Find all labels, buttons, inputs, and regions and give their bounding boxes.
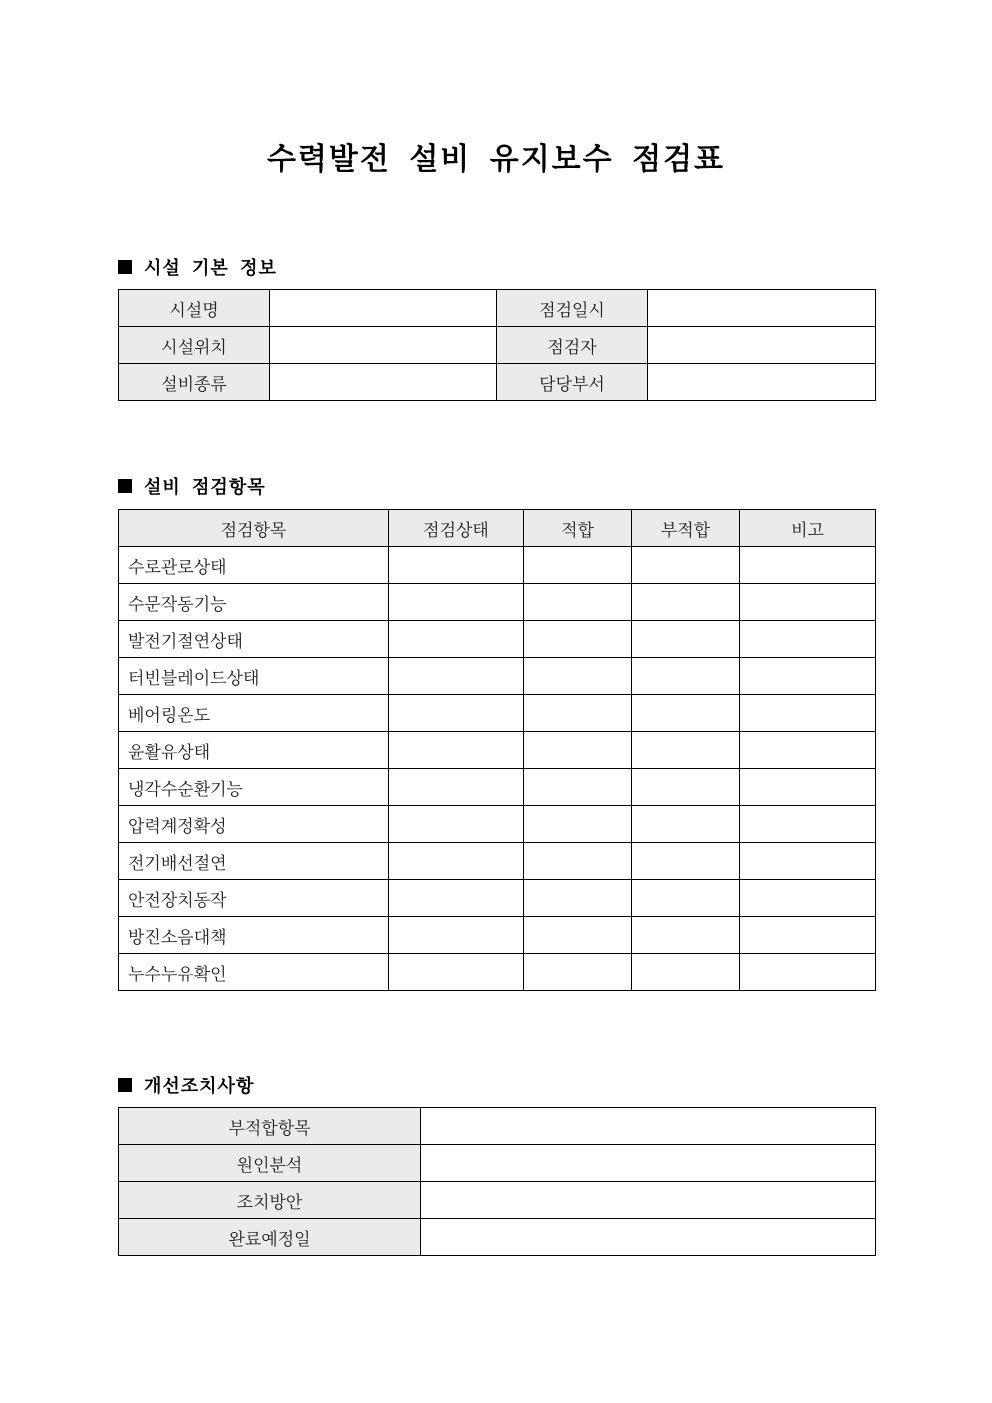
action-plan-field[interactable] — [421, 1182, 876, 1219]
table-header-row — [119, 510, 876, 547]
remarks-cell[interactable] — [740, 732, 876, 769]
square-bullet-icon — [118, 1078, 132, 1092]
table-row — [119, 1182, 876, 1219]
column-header-item: 점검항목 — [119, 510, 389, 547]
pass-cell[interactable] — [524, 806, 632, 843]
fail-cell[interactable] — [632, 658, 740, 695]
inspector-field[interactable] — [648, 327, 876, 364]
label-inspector: 점검자 — [497, 327, 648, 364]
page-title: 수력발전 설비 유지보수 점검표 — [266, 142, 726, 177]
table-row — [119, 584, 876, 621]
label-department: 담당부서 — [497, 364, 648, 401]
label-action-plan: 조치방안 — [119, 1182, 421, 1219]
status-cell[interactable] — [389, 917, 524, 954]
remarks-cell[interactable] — [740, 658, 876, 695]
remarks-cell[interactable] — [740, 806, 876, 843]
status-cell[interactable] — [389, 584, 524, 621]
table-row — [119, 1108, 876, 1145]
corrective-action-table — [118, 1107, 876, 1256]
status-cell[interactable] — [389, 769, 524, 806]
fail-cell[interactable] — [632, 621, 740, 658]
pass-cell[interactable] — [524, 769, 632, 806]
table-row — [119, 806, 876, 843]
label-completion-date: 완료예정일 — [119, 1219, 421, 1256]
column-header-remarks: 비고 — [740, 510, 876, 547]
pass-cell[interactable] — [524, 954, 632, 991]
table-row — [119, 621, 876, 658]
inspection-item-label: 압력계정확성 — [119, 806, 389, 843]
status-cell[interactable] — [389, 732, 524, 769]
table-row — [119, 769, 876, 806]
table-row — [119, 880, 876, 917]
inspection-item-label: 방진소음대책 — [119, 917, 389, 954]
table-row — [119, 695, 876, 732]
status-cell[interactable] — [389, 695, 524, 732]
remarks-cell[interactable] — [740, 769, 876, 806]
inspection-item-label: 안전장치동작 — [119, 880, 389, 917]
fail-cell[interactable] — [632, 954, 740, 991]
label-equipment-type: 설비종류 — [119, 364, 270, 401]
cause-analysis-field[interactable] — [421, 1145, 876, 1182]
inspection-item-label: 발전기절연상태 — [119, 621, 389, 658]
inspection-item-label: 수로관로상태 — [119, 547, 389, 584]
label-cause-analysis: 원인분석 — [119, 1145, 421, 1182]
label-facility-name: 시설명 — [119, 290, 270, 327]
inspection-item-label: 전기배선절연 — [119, 843, 389, 880]
table-row — [119, 327, 876, 364]
inspection-item-label: 베어링온도 — [119, 695, 389, 732]
status-cell[interactable] — [389, 880, 524, 917]
section-heading-inspection — [118, 473, 266, 499]
table-row — [119, 658, 876, 695]
remarks-cell[interactable] — [740, 954, 876, 991]
fail-cell[interactable] — [632, 547, 740, 584]
fail-cell[interactable] — [632, 695, 740, 732]
fail-cell[interactable] — [632, 769, 740, 806]
pass-cell[interactable] — [524, 732, 632, 769]
fail-cell[interactable] — [632, 584, 740, 621]
basic-info-table — [118, 289, 876, 401]
fail-cell[interactable] — [632, 732, 740, 769]
table-row — [119, 732, 876, 769]
remarks-cell[interactable] — [740, 917, 876, 954]
inspection-item-label: 냉각수순환기능 — [119, 769, 389, 806]
pass-cell[interactable] — [524, 658, 632, 695]
inspection-item-label: 수문작동기능 — [119, 584, 389, 621]
inspection-item-label: 윤활유상태 — [119, 732, 389, 769]
inspection-item-label: 누수누유확인 — [119, 954, 389, 991]
table-row — [119, 1219, 876, 1256]
status-cell[interactable] — [389, 954, 524, 991]
remarks-cell[interactable] — [740, 584, 876, 621]
label-facility-location: 시설위치 — [119, 327, 270, 364]
pass-cell[interactable] — [524, 917, 632, 954]
section-heading-label: 시설 기본 정보 — [144, 258, 277, 279]
remarks-cell[interactable] — [740, 621, 876, 658]
status-cell[interactable] — [389, 621, 524, 658]
fail-cell[interactable] — [632, 880, 740, 917]
completion-date-field[interactable] — [421, 1219, 876, 1256]
equipment-type-field[interactable] — [270, 364, 497, 401]
section-heading-label: 개선조치사항 — [144, 1076, 255, 1097]
table-row — [119, 547, 876, 584]
pass-cell[interactable] — [524, 843, 632, 880]
table-row — [119, 954, 876, 991]
remarks-cell[interactable] — [740, 547, 876, 584]
table-row — [119, 290, 876, 327]
column-header-fail: 부적합 — [632, 510, 740, 547]
fail-cell[interactable] — [632, 806, 740, 843]
section-heading-corrective — [118, 1072, 254, 1098]
status-cell[interactable] — [389, 547, 524, 584]
status-cell[interactable] — [389, 658, 524, 695]
department-field[interactable] — [648, 364, 876, 401]
remarks-cell[interactable] — [740, 695, 876, 732]
inspection-item-label: 터빈블레이드상태 — [119, 658, 389, 695]
status-cell[interactable] — [389, 843, 524, 880]
inspection-table — [118, 509, 876, 991]
label-inspection-date: 점검일시 — [497, 290, 648, 327]
square-bullet-icon — [118, 479, 132, 493]
table-row — [119, 364, 876, 401]
pass-cell[interactable] — [524, 584, 632, 621]
pass-cell[interactable] — [524, 547, 632, 584]
nonconforming-item-field[interactable] — [421, 1108, 876, 1145]
table-row — [119, 1145, 876, 1182]
square-bullet-icon — [118, 260, 132, 274]
facility-name-field[interactable] — [270, 290, 497, 327]
remarks-cell[interactable] — [740, 880, 876, 917]
pass-cell[interactable] — [524, 621, 632, 658]
pass-cell[interactable] — [524, 695, 632, 732]
label-nonconforming-item: 부적합항목 — [119, 1108, 421, 1145]
status-cell[interactable] — [389, 806, 524, 843]
inspection-date-field[interactable] — [648, 290, 876, 327]
remarks-cell[interactable] — [740, 843, 876, 880]
table-row — [119, 917, 876, 954]
fail-cell[interactable] — [632, 843, 740, 880]
section-heading-basic-info — [118, 254, 277, 280]
pass-cell[interactable] — [524, 880, 632, 917]
column-header-pass: 적합 — [524, 510, 632, 547]
column-header-status: 점검상태 — [389, 510, 524, 547]
section-heading-label: 설비 점검항목 — [144, 477, 266, 498]
facility-location-field[interactable] — [270, 327, 497, 364]
fail-cell[interactable] — [632, 917, 740, 954]
table-row — [119, 843, 876, 880]
